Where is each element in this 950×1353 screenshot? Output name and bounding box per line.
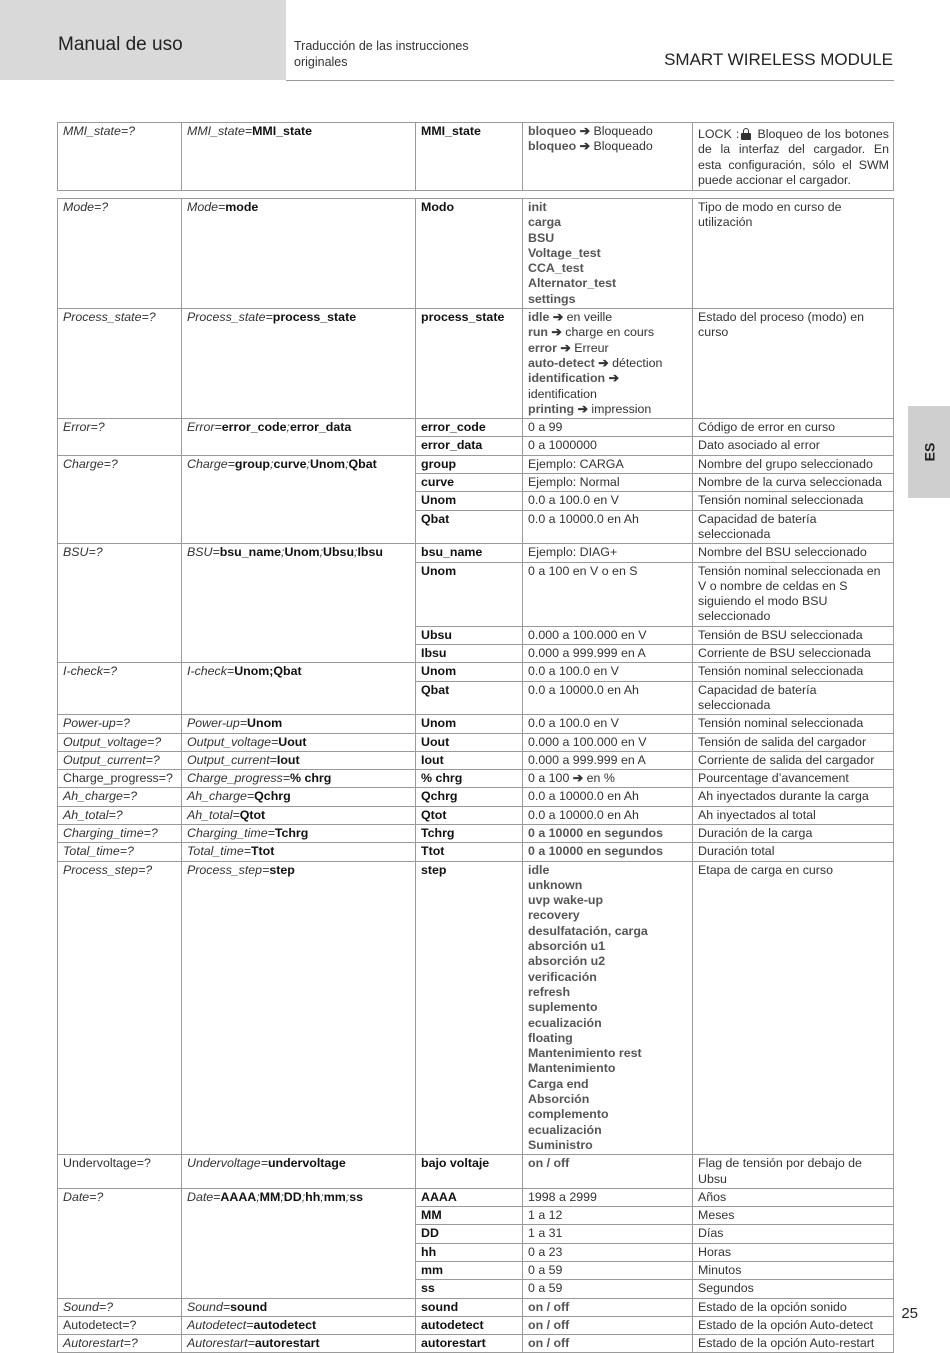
desc-cell: Duración total [693, 843, 894, 861]
table-row [58, 455, 894, 473]
param-cell: mm [416, 1262, 523, 1280]
desc-cell: Ah inyectados durante la carga [693, 788, 894, 806]
param-cell: Unom [416, 492, 523, 510]
values-cell: 0 a 1000000 [523, 437, 693, 455]
values-cell: on / off [523, 1298, 693, 1316]
table-row [58, 715, 894, 733]
desc-cell: Duración de la carga [693, 824, 894, 842]
table-row [58, 806, 894, 824]
values-cell: Ejemplo: CARGA [523, 455, 693, 473]
page-number: 25 [901, 1305, 918, 1322]
table-row [58, 1155, 894, 1189]
desc-cell: Tensión nominal seleccionada [693, 715, 894, 733]
table-row [58, 843, 894, 861]
query-cell: Undervoltage=? [58, 1155, 182, 1189]
values-cell: idle unknown uvp wake-up recovery desulfatación, carga absorción u1 absorción u2 verificación refresh suplemento ecualización floating Mantenimiento rest Mantenimiento Carga end Absorción complemento ecualización Suministro [523, 861, 693, 1155]
values-cell: 0 a 10000 en segundos [523, 824, 693, 842]
param-cell: Uout [416, 733, 523, 751]
desc-cell: Segundos [693, 1280, 894, 1298]
table-row [58, 1316, 894, 1334]
desc-cell: Capacidad de batería seleccionada [693, 681, 894, 715]
desc-cell: Estado de la opción Auto-detect [693, 1316, 894, 1334]
page-title: Manual de uso [58, 34, 183, 55]
desc-cell: Flag de tensión por debajo de Ubsu [693, 1155, 894, 1189]
values-cell: 1 a 12 [523, 1207, 693, 1225]
desc-cell: Estado de la opción Auto-restart [693, 1335, 894, 1353]
param-cell: Unom [416, 663, 523, 681]
table-row [58, 199, 894, 309]
values-cell: init carga BSU Voltage_test CCA_test Alternator_test settings [523, 199, 693, 309]
values-cell: 0.0 a 100.0 en V [523, 663, 693, 681]
set-cell: Sound=sound [182, 1298, 416, 1316]
set-cell: Mode=mode [182, 199, 416, 309]
query-cell: Ah_charge=? [58, 788, 182, 806]
set-cell: Autodetect=autodetect [182, 1316, 416, 1334]
desc-cell: Horas [693, 1243, 894, 1261]
table-row [58, 1335, 894, 1353]
set-cell: Charging_time=Tchrg [182, 824, 416, 842]
param-cell: Unom [416, 562, 523, 626]
set-cell: Process_state=process_state [182, 309, 416, 419]
set-cell: Ah_charge=Qchrg [182, 788, 416, 806]
param-cell: process_state [416, 309, 523, 419]
values-cell: 0.000 a 999.999 en A [523, 645, 693, 663]
desc-cell: Años [693, 1188, 894, 1206]
query-cell: Date=? [58, 1188, 182, 1298]
param-cell: Qbat [416, 681, 523, 715]
set-cell: Charge_progress=% chrg [182, 770, 416, 788]
values-cell: 0 a 99 [523, 419, 693, 437]
table-row [58, 733, 894, 751]
table-row [58, 824, 894, 842]
param-cell: step [416, 861, 523, 1155]
set-cell: Ah_total=Qtot [182, 806, 416, 824]
values-cell: Ejemplo: Normal [523, 474, 693, 492]
query-cell: Process_state=? [58, 309, 182, 419]
values-cell: 0 a 23 [523, 1243, 693, 1261]
desc-cell: Tensión nominal seleccionada [693, 663, 894, 681]
table-row [58, 751, 894, 769]
values-cell: 0.0 a 100.0 en V [523, 715, 693, 733]
desc-cell: Nombre de la curva seleccionada [693, 474, 894, 492]
set-cell: Charge=group;curve;Unom;Qbat [182, 455, 416, 543]
desc-cell: Corriente de BSU seleccionada [693, 645, 894, 663]
desc-cell: Estado de la opción sonido [693, 1298, 894, 1316]
values-cell: 0.0 a 10000.0 en Ah [523, 806, 693, 824]
table-row [58, 419, 894, 437]
query-cell: Autodetect=? [58, 1316, 182, 1334]
header-subtitle-line1: Traducción de las instrucciones [294, 39, 469, 53]
values-cell: 0 a 59 [523, 1280, 693, 1298]
table-row [58, 788, 894, 806]
values-cell: 0.000 a 100.000 en V [523, 626, 693, 644]
values-cell: 0.0 a 10000.0 en Ah [523, 788, 693, 806]
query-cell: BSU=? [58, 544, 182, 663]
values-cell: on / off [523, 1316, 693, 1334]
table-row [58, 663, 894, 681]
language-tab-label: ES [921, 442, 937, 462]
set-cell: Undervoltage=undervoltage [182, 1155, 416, 1189]
desc-cell: Corriente de salida del cargador [693, 751, 894, 769]
set-cell: Total_time=Ttot [182, 843, 416, 861]
values-cell: 0 a 100 en V o en S [523, 562, 693, 626]
param-cell: autodetect [416, 1316, 523, 1334]
desc-cell: Tensión de salida del cargador [693, 733, 894, 751]
desc-cell: Código de error en curso [693, 419, 894, 437]
table-row [58, 544, 894, 562]
set-cell: Power-up=Unom [182, 715, 416, 733]
set-cell: Output_current=Iout [182, 751, 416, 769]
query-cell: Ah_total=? [58, 806, 182, 824]
query-cell: Process_step=? [58, 861, 182, 1155]
param-cell: sound [416, 1298, 523, 1316]
desc-cell: Capacidad de batería seleccionada [693, 510, 894, 544]
values-cell: 0.000 a 999.999 en A [523, 751, 693, 769]
query-cell: Sound=? [58, 1298, 182, 1316]
param-cell: autorestart [416, 1335, 523, 1353]
mmi-state-table [57, 122, 894, 191]
desc-cell: Días [693, 1225, 894, 1243]
query-cell: MMI_state=? [58, 123, 182, 191]
param-cell: Ttot [416, 843, 523, 861]
language-tab [908, 406, 950, 498]
query-cell: Output_current=? [58, 751, 182, 769]
values-cell: 0 a 10000 en segundos [523, 843, 693, 861]
set-cell: Process_step=step [182, 861, 416, 1155]
query-cell: Mode=? [58, 199, 182, 309]
set-cell: MMI_state=MMI_state [182, 123, 416, 191]
desc-cell: Minutos [693, 1262, 894, 1280]
set-cell: Date=AAAA;MM;DD;hh;mm;ss [182, 1188, 416, 1298]
set-cell: BSU=bsu_name;Unom;Ubsu;Ibsu [182, 544, 416, 663]
table-row [58, 861, 894, 1155]
desc-cell: Etapa de carga en curso [693, 861, 894, 1155]
values-cell: 0.0 a 10000.0 en Ah [523, 681, 693, 715]
param-cell: error_code [416, 419, 523, 437]
param-cell: Qtot [416, 806, 523, 824]
param-cell: Qbat [416, 510, 523, 544]
query-cell: Charge=? [58, 455, 182, 543]
parameters-table [57, 198, 894, 1353]
query-cell: Charge_progress=? [58, 770, 182, 788]
values-cell: 0 a 59 [523, 1262, 693, 1280]
table-row [58, 309, 894, 419]
values-cell: 0.0 a 10000.0 en Ah [523, 510, 693, 544]
values-cell: on / off [523, 1335, 693, 1353]
desc-cell: Pourcentage d’avancement [693, 770, 894, 788]
param-cell: ss [416, 1280, 523, 1298]
desc-cell: Estado del proceso (modo) en curso [693, 309, 894, 419]
param-cell: hh [416, 1243, 523, 1261]
query-cell: Total_time=? [58, 843, 182, 861]
desc-cell: LOCK : Bloqueo de los botones de la interfaz del cargador. En esta configuración, sólo el SWM puede accionar el cargador. [693, 123, 894, 191]
query-cell: Autorestart=? [58, 1335, 182, 1353]
table-row [58, 123, 894, 191]
param-cell: Modo [416, 199, 523, 309]
header-divider [286, 80, 894, 81]
param-cell: group [416, 455, 523, 473]
desc-cell: Ah inyectados al total [693, 806, 894, 824]
desc-cell: Nombre del grupo seleccionado [693, 455, 894, 473]
header-subtitle-line2: originales [294, 55, 348, 69]
param-cell: error_data [416, 437, 523, 455]
values-cell: idle ➔ en veille run ➔ charge en cours error ➔ Erreur auto-detect ➔ détection identification ➔ identification printing ➔ impression [523, 309, 693, 419]
query-cell: Power-up=? [58, 715, 182, 733]
lock-icon [741, 128, 751, 139]
table-row [58, 770, 894, 788]
desc-cell: Dato asociado al error [693, 437, 894, 455]
param-cell: MM [416, 1207, 523, 1225]
desc-cell: Tensión nominal seleccionada en V o nombre de celdas en S siguiendo el modo BSU seleccionado [693, 562, 894, 626]
table-row [58, 1298, 894, 1316]
values-cell: Ejemplo: DIAG+ [523, 544, 693, 562]
param-cell: Unom [416, 715, 523, 733]
desc-cell: Tensión de BSU seleccionada [693, 626, 894, 644]
set-cell: I-check=Unom;Qbat [182, 663, 416, 715]
query-cell: Charging_time=? [58, 824, 182, 842]
query-cell: Error=? [58, 419, 182, 456]
set-cell: Autorestart=autorestart [182, 1335, 416, 1353]
param-cell: curve [416, 474, 523, 492]
param-cell: Qchrg [416, 788, 523, 806]
values-cell: 1998 a 2999 [523, 1188, 693, 1206]
values-cell: 0.0 a 100.0 en V [523, 492, 693, 510]
desc-cell: Tipo de modo en curso de utilización [693, 199, 894, 309]
values-cell: 0 a 100 ➔ en % [523, 770, 693, 788]
param-cell: DD [416, 1225, 523, 1243]
param-cell: MMI_state [416, 123, 523, 191]
desc-cell: Tensión nominal seleccionada [693, 492, 894, 510]
values-cell: on / off [523, 1155, 693, 1189]
values-cell: bloqueo ➔ Bloqueado bloqueo ➔ Bloqueado [523, 123, 693, 191]
query-cell: Output_voltage=? [58, 733, 182, 751]
set-cell: Error=error_code;error_data [182, 419, 416, 456]
desc-cell: Nombre del BSU seleccionado [693, 544, 894, 562]
param-cell: Iout [416, 751, 523, 769]
values-cell: 1 a 31 [523, 1225, 693, 1243]
param-cell: AAAA [416, 1188, 523, 1206]
param-cell: % chrg [416, 770, 523, 788]
header-subtitle [294, 38, 494, 70]
values-cell: 0.000 a 100.000 en V [523, 733, 693, 751]
param-cell: Ubsu [416, 626, 523, 644]
param-cell: bajo voltaje [416, 1155, 523, 1189]
query-cell: I-check=? [58, 663, 182, 715]
param-cell: Ibsu [416, 645, 523, 663]
product-name: SMART WIRELESS MODULE [664, 50, 893, 69]
param-cell: bsu_name [416, 544, 523, 562]
desc-cell: Meses [693, 1207, 894, 1225]
set-cell: Output_voltage=Uout [182, 733, 416, 751]
param-cell: Tchrg [416, 824, 523, 842]
table-row [58, 1188, 894, 1206]
